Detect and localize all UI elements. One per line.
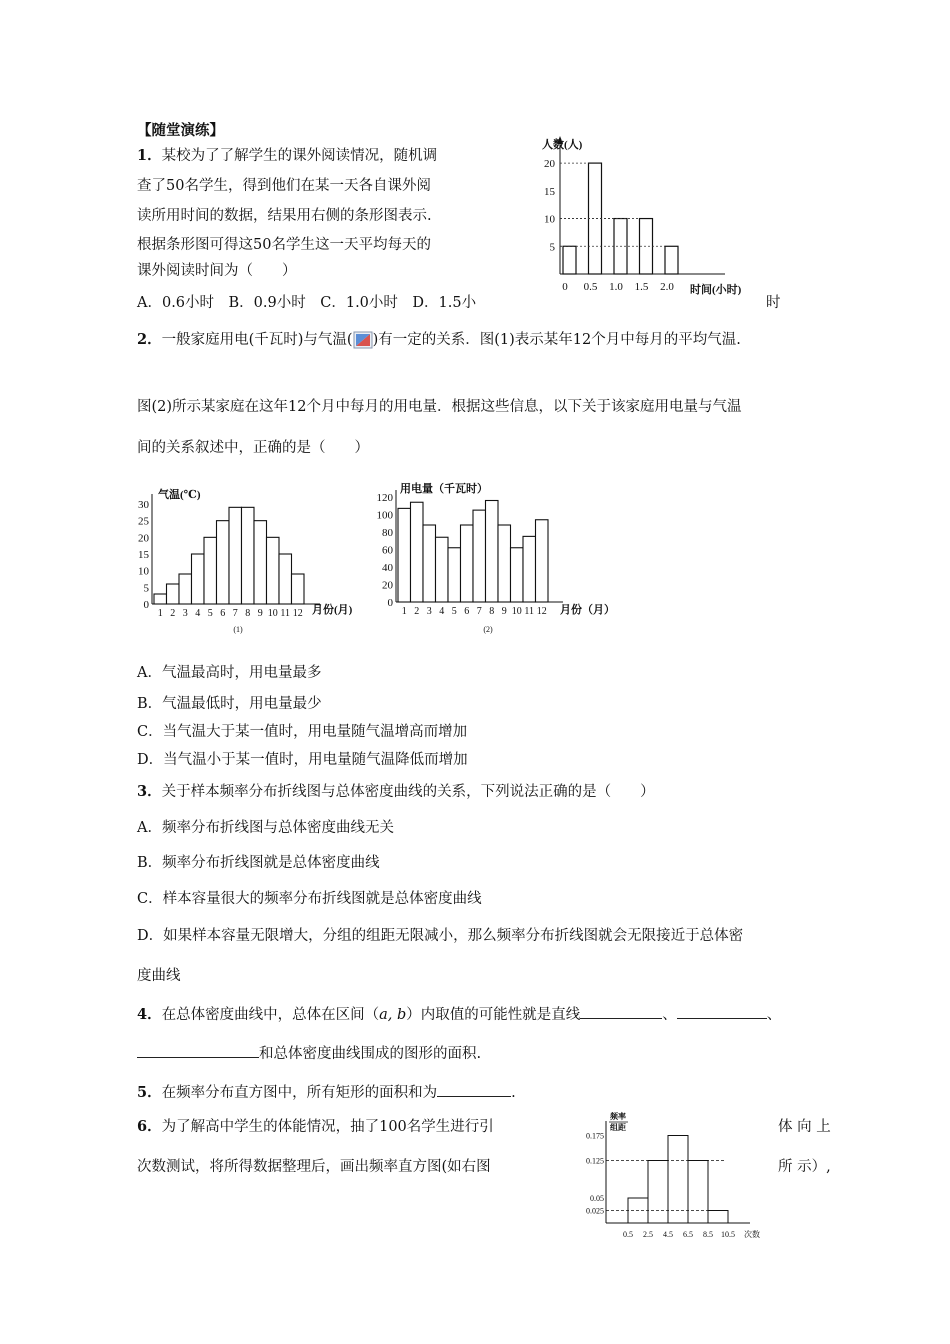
bar [292,574,305,604]
y-tick-label: 15 [544,185,555,198]
bar [486,501,499,603]
x-tick-label: 12 [292,608,303,619]
bar [204,537,217,604]
bar [536,520,549,602]
q3-option-a: A．频率分布折线图与总体密度曲线无关 [137,820,394,836]
bar [436,537,449,602]
bar [688,1161,708,1224]
x-tick-label: 9 [257,608,263,619]
q4-blank-2[interactable] [677,1018,767,1019]
x-tick-label: 6.5 [683,1230,693,1239]
x-tick-label: 2.5 [643,1230,653,1239]
x-tick-label: 11 [280,608,291,619]
y-axis-label: 用电量（千瓦时） [400,483,488,495]
y-tick-label: 0.175 [586,1131,604,1141]
x-tick-label: 9 [501,606,507,617]
q1-line-3: 读所用时间的数据，结果用右侧的条形图表示. [137,208,432,224]
q1-line-4: 根据条形图可得这50名学生这一天平均每天的 [137,237,431,253]
x-tick-label: 6 [220,608,226,619]
y-tick-label: 0 [143,599,149,611]
section-title: 【随堂演练】 [137,122,224,139]
q2-electricity-chart [368,478,628,640]
y-tick-label: 100 [376,509,393,522]
y-tick-label: 10 [138,565,149,578]
q2-line-2: 图(2)所示某家庭在这年12个月中每月的用电量．根据这些信息，以下关于该家庭用电量与气温 [137,399,742,415]
q4-line-2: 和总体密度曲线围成的图形的面积. [137,1044,481,1064]
chart-caption: (1) [233,625,243,634]
x-axis-label: 时间(小时) [690,284,742,296]
bar [279,554,292,604]
y-tick-label: 5 [143,582,149,595]
q3-option-d: D．如果样本容量无限增大，分组的组距无限减小，那么频率分布折线图就会无限接近于总体密 [137,928,744,944]
bar [589,163,602,274]
y-tick-label: 5 [549,241,555,254]
bar [229,507,242,604]
q6-line-2-right: 所 示）, [778,1159,831,1175]
y-axis-label-top: 频率 [610,1112,626,1121]
bar [398,508,411,602]
x-tick-label: 4.5 [663,1230,673,1239]
q6-line-1-right: 体 向 上 [778,1119,831,1135]
bar [668,1136,688,1224]
y-tick-label: 40 [382,562,393,574]
bar [411,502,424,602]
bar [192,554,205,604]
x-tick-label: 1.5 [634,281,649,293]
q2-option-a: A．气温最高时，用电量最多 [137,665,322,681]
q1-line-2: 查了50名学生，得到他们在某一天各自课外阅 [137,178,431,194]
y-axis-label: 人数(人) [542,139,583,151]
q4-blank-3[interactable] [137,1057,259,1058]
y-tick-label: 60 [382,544,393,557]
x-tick-label: 11 [524,606,535,617]
x-tick-label: 0.5 [583,281,598,293]
q3-option-d-cont: 度曲线 [137,968,181,984]
bar [423,525,436,602]
q2-line-3: 间的关系叙述中，正确的是（ ） [137,440,369,456]
temperature-image-icon [353,331,373,349]
x-tick-label: 3 [426,606,432,617]
x-axis-label: 次数 [744,1230,760,1239]
y-tick-label: 25 [138,515,149,528]
bar [511,548,524,602]
y-tick-label: 0.05 [590,1194,604,1203]
q5-blank[interactable] [437,1096,511,1097]
q5-line: 5．在频率分布直方图中，所有矩形的面积和为 . [137,1084,516,1101]
x-tick-label: 4 [195,608,201,619]
q4-blank-1[interactable] [580,1018,662,1019]
x-tick-label: 3 [182,608,188,619]
x-tick-label: 8 [245,608,251,619]
y-tick-label: 0.025 [586,1206,604,1216]
bar [179,574,192,604]
bar [708,1211,728,1224]
bar [461,525,474,602]
x-tick-label: 4 [439,606,445,617]
x-tick-label: 7 [232,608,238,619]
x-tick-label: 1.0 [609,281,623,293]
x-tick-label: 5 [207,608,213,619]
bar [217,521,230,604]
q6-line-1: 6．为了解高中学生的体能情况，抽了100名学生进行引 [137,1118,494,1135]
y-tick-label: 30 [138,499,149,511]
q4-line-1: 4．在总体密度曲线中，总体在区间（a, b）内取值的可能性就是直线 、 、 [137,1006,782,1023]
bar [523,536,536,602]
y-tick-label: 10 [544,213,555,226]
bar [473,510,486,602]
x-tick-label: 0 [562,281,568,293]
x-axis-label: 月份（月） [560,604,615,616]
x-tick-label: 7 [476,606,482,617]
chart-caption: (2) [483,625,493,634]
y-tick-label: 20 [382,579,393,592]
bar [563,246,576,274]
x-tick-label: 6 [464,606,470,617]
y-tick-label: 20 [138,532,149,545]
bar [267,537,280,604]
y-tick-label: 80 [382,527,393,539]
bar [167,584,180,604]
q2-line-1: 2．一般家庭用电(千瓦时)与气温( )有一定的关系．图(1)表示某年12个月中每月的平均气温. [137,331,741,348]
x-tick-label: 12 [536,606,547,617]
y-axis-label-bottom: 组距 [610,1123,626,1132]
y-tick-label: 20 [544,158,555,171]
q2-option-d: D．当气温小于某一值时，用电量随气温降低而增加 [137,752,468,768]
q6-line-2: 次数测试，将所得数据整理后，画出频率直方图(如右图 [137,1159,491,1175]
q1-option-tail: 时 [766,295,781,311]
bar [665,246,678,274]
q3-option-b: B．频率分布折线图就是总体密度曲线 [137,855,380,871]
y-tick-label: 0.125 [586,1156,604,1166]
q1-options: A．0.6小时 B．0.9小时 C．1.0小时 D．1.5小 [137,295,477,311]
bar [154,594,167,604]
q3-option-c: C．样本容量很大的频率分布折线图就是总体密度曲线 [137,891,482,907]
x-tick-label: 2.0 [660,281,674,293]
x-tick-label: 8 [489,606,495,617]
x-tick-label: 1 [157,608,163,619]
y-tick-label: 120 [376,492,393,504]
y-axis-label: 气温(℃) [158,489,201,501]
bar [242,507,255,604]
bar [448,548,461,602]
x-tick-label: 10 [267,608,278,619]
x-tick-label: 2 [414,606,420,617]
q1-bar-chart [540,130,790,300]
x-tick-label: 8.5 [703,1230,713,1239]
bar [498,525,511,602]
y-tick-label: 15 [138,549,149,561]
y-tick-label: 0 [387,597,393,609]
q2-temperature-chart [128,480,368,640]
q1-line-1: 1．某校为了了解学生的课外阅读情况，随机调 [137,147,438,164]
q2-option-c: C．当气温大于某一值时，用电量随气温增高而增加 [137,724,468,740]
bar [254,521,267,604]
q1-line-5: 课外阅读时间为（ ） [137,263,297,279]
bar [648,1161,668,1224]
q6-frequency-histogram [580,1113,780,1248]
x-tick-label: 10 [511,606,522,617]
q3-stem: 3．关于样本频率分布折线图与总体密度曲线的关系，下列说法正确的是（ ） [137,783,655,800]
q2-option-b: B．气温最低时，用电量最少 [137,696,322,712]
x-tick-label: 0.5 [623,1230,633,1239]
x-axis-label: 月份(月) [312,604,353,616]
x-tick-label: 1 [401,606,407,617]
x-tick-label: 10.5 [721,1230,735,1239]
x-tick-label: 2 [170,608,176,619]
x-tick-label: 5 [451,606,457,617]
